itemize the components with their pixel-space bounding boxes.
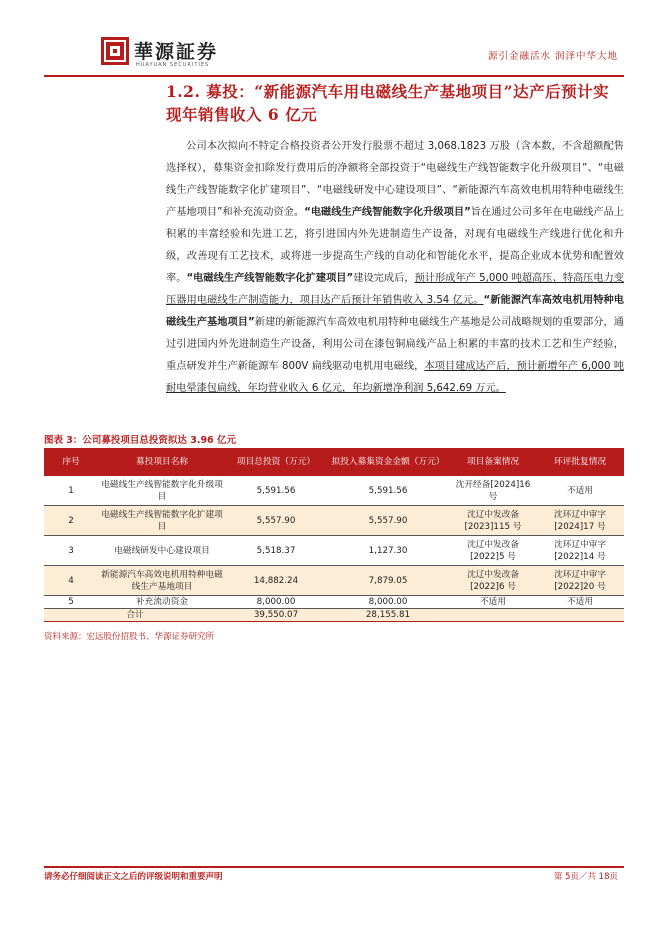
section-title: 1.2. 募投：“新能源汽车用电磁线生产基地项目”达产后预计实现年销售收入 6 亿元 <box>166 82 610 124</box>
cell-total: 8,000.00 <box>226 596 326 609</box>
table-row <box>44 476 624 506</box>
table-row <box>44 596 624 609</box>
cell-name: 补充流动资金 <box>98 596 226 609</box>
page-number: 第 5页／共 18页 <box>553 872 618 882</box>
cell-total-label: 合计 <box>44 609 226 622</box>
cell-raise: 7,879.05 <box>326 566 450 596</box>
cell-name: 电磁线生产线智能数字化扩建项目 <box>98 506 226 536</box>
header-no: 序号 <box>44 448 98 476</box>
project-table <box>44 448 624 622</box>
table-row <box>44 536 624 566</box>
cell-no: 3 <box>44 536 98 566</box>
header-env: 环评批复情况 <box>536 448 624 476</box>
header-divider <box>44 75 624 77</box>
cell-filing: 沈辽中发改备[2022]5 号 <box>450 536 536 566</box>
cell-no: 2 <box>44 506 98 536</box>
cell-raise: 5,591.56 <box>326 476 450 506</box>
cell-env: 沈环辽中审字[2022]20 号 <box>536 566 624 596</box>
cell-no: 4 <box>44 566 98 596</box>
cell-name: 电磁线生产线智能数字化升级项目 <box>98 476 226 506</box>
header-slogan: 源引金融活水 润泽中华大地 <box>487 51 618 62</box>
cell-total: 5,591.56 <box>226 476 326 506</box>
cell-raise: 5,557.90 <box>326 506 450 536</box>
cell-empty <box>536 609 624 622</box>
cell-raise: 8,000.00 <box>326 596 450 609</box>
cell-env: 沈环辽中审字[2024]17 号 <box>536 506 624 536</box>
cell-raise: 1,127.30 <box>326 536 450 566</box>
body-bold-3: “新能源汽车高效电机用特种电磁线生产基地项目” <box>166 295 624 328</box>
cell-name: 新能源汽车高效电机用特种电磁线生产基地项目 <box>98 566 226 596</box>
cell-name: 电磁线研发中心建设项目 <box>98 536 226 566</box>
cell-filing: 沈辽中发改备[2023]115 号 <box>450 506 536 536</box>
body-sentence-3: 建设完成后， <box>353 273 415 284</box>
table-total-row <box>44 609 624 622</box>
body-sentence-2: 旨在通过公司多年在电磁线产品上积累的丰富经验和先进工艺，将引进国内外先进制造生产设备，对现有电磁线生产线进行优化和升级，改善现有工艺技术，或将进一步提高生产线的自动化和智能化水平，提高企业成本优势和配置效率。 <box>166 207 624 284</box>
cell-filing: 不适用 <box>450 596 536 609</box>
table-title: 图表 3：公司募投项目总投资拟达 3.96 亿元 <box>44 435 236 446</box>
cell-empty <box>450 609 536 622</box>
cell-total: 14,882.24 <box>226 566 326 596</box>
table-source: 资料来源：宏远股份招股书、华源证券研究所 <box>44 632 215 642</box>
footer-disclaimer: 请务必仔细阅读正文之后的评级说明和重要声明 <box>44 872 223 882</box>
body-sentence-1: 公司本次拟向不特定合格投资者公开发行股票不超过 3,068.1823 万股（含本数，不含超额配售选择权），募集资金扣除发行费用后的净额将全部投资于“电磁线生产线智能数字化升级项目”、“电磁线生产线智能数字化扩建项目”、“电磁线研发中心建设项目”、“新能源汽车高效电机用特种电磁线生产基地项目”和补充流动资金。 <box>166 141 624 218</box>
cell-no: 5 <box>44 596 98 609</box>
page-header <box>0 0 662 78</box>
cell-total: 5,557.90 <box>226 506 326 536</box>
cell-env: 不适用 <box>536 476 624 506</box>
header-filing: 项目备案情况 <box>450 448 536 476</box>
body-bold-1: “电磁线生产线智能数字化升级项目” <box>304 207 471 218</box>
header-total: 项目总投资（万元） <box>226 448 326 476</box>
cell-total-sum: 39,550.07 <box>226 609 326 622</box>
cell-total: 5,518.37 <box>226 536 326 566</box>
header-raise: 拟投入募集资金金额（万元） <box>326 448 450 476</box>
huayuan-logo-icon <box>100 36 130 66</box>
cell-env: 不适用 <box>536 596 624 609</box>
body-underline-2: 本项目建成达产后，预计新增年产 6,000 吨耐电晕漆包扁线，年均营业收入 6 亿元，年均新增净利润 5,642.69 万元。 <box>166 361 625 394</box>
header-name: 募投项目名称 <box>98 448 226 476</box>
footer-divider <box>44 866 624 868</box>
cell-raise-sum: 28,155.81 <box>326 609 450 622</box>
table-row <box>44 506 624 536</box>
logo-subtext: HUAYUAN SECURITIES <box>136 62 210 68</box>
body-paragraph <box>166 136 624 400</box>
body-underline-1: 预计形成年产 5,000 吨超高压、特高压电力变压器用电磁线生产制造能力，项目达产后预计年销售收入 3.54 亿元。 <box>166 273 625 306</box>
table-row <box>44 566 624 596</box>
body-bold-2: “电磁线生产线智能数字化扩建项目” <box>186 273 354 284</box>
cell-filing: 沈辽中发改备[2022]6 号 <box>450 566 536 596</box>
body-sentence-4: 新建的新能源汽车高效电机用特种电磁线生产基地是公司战略规划的重要部分，通过引进国内外先进制造生产设备，利用公司在漆包铜扁线产品上积累的丰富的技术工艺和生产经验，重点研发并生产新能源车 800V 扁线驱动电机用电磁线， <box>166 317 624 372</box>
table-header-row <box>44 448 624 476</box>
cell-filing: 沈开经备[2024]16 号 <box>450 476 536 506</box>
cell-no: 1 <box>44 476 98 506</box>
cell-env: 沈环辽中审字[2022]14 号 <box>536 536 624 566</box>
logo-text: 華源証券 <box>134 41 219 63</box>
